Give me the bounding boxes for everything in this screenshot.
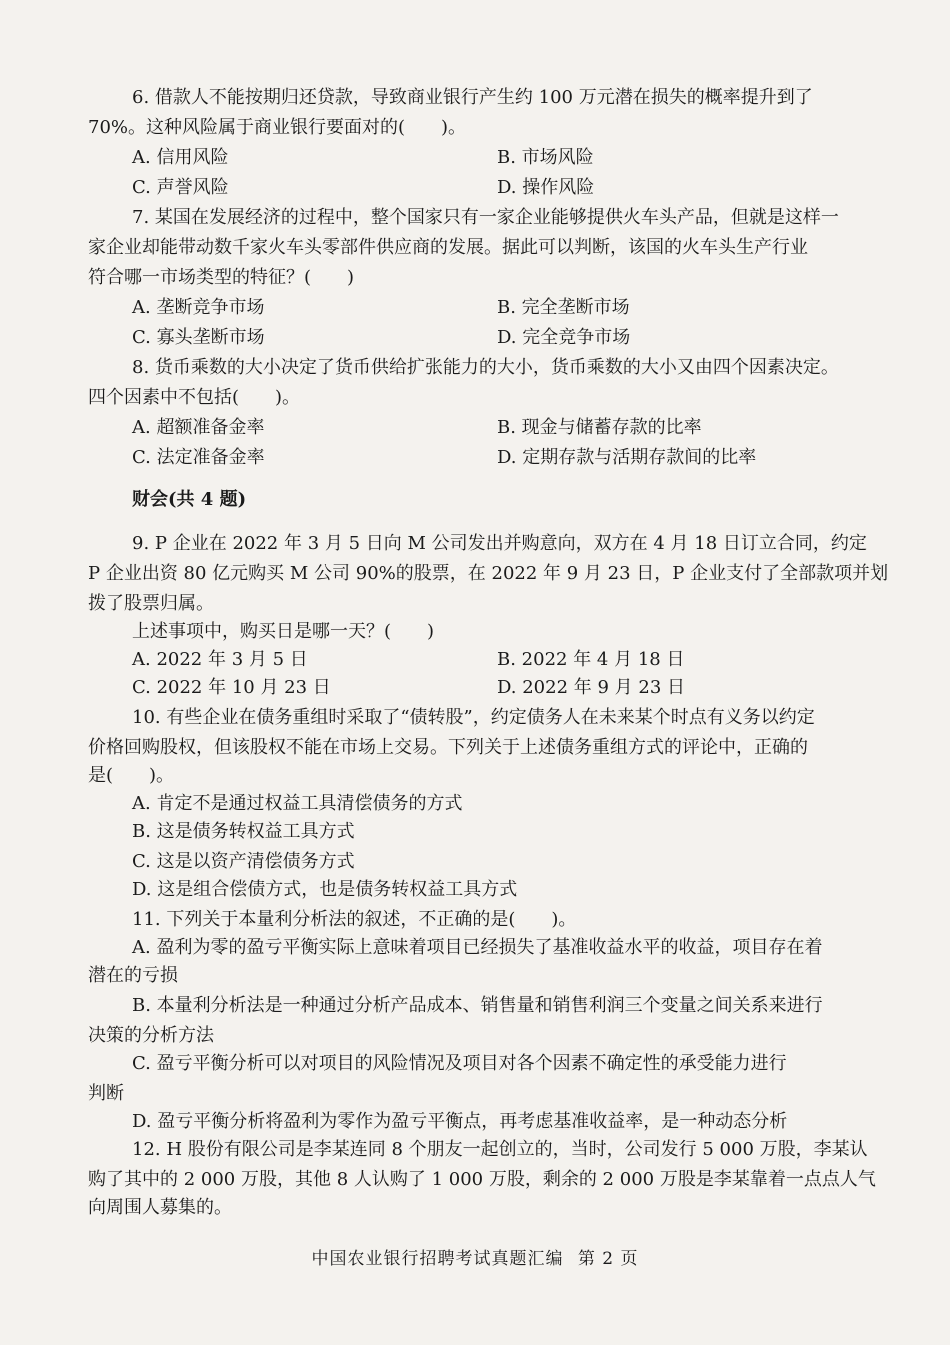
section-heading: 财会(共 4 题) xyxy=(132,489,247,510)
q10-option-d: D. 这是组合偿债方式，也是债务转权益工具方式 xyxy=(132,879,518,900)
q7-option-a: A. 垄断竞争市场 xyxy=(132,297,265,318)
q6-stem-line1: 6. 借款人不能按期归还贷款，导致商业银行产生约 100 万元潜在损失的概率提升到了 xyxy=(132,87,813,108)
q11-option-c-line1: C. 盈亏平衡分析可以对项目的风险情况及项目对各个因素不确定性的承受能力进行 xyxy=(132,1053,787,1074)
footer-page-number: 第 2 页 xyxy=(577,1249,639,1269)
q6-option-a: A. 信用风险 xyxy=(132,147,229,168)
q9-stem-line4: 上述事项中，购买日是哪一天？( ) xyxy=(132,621,435,642)
q12-stem-line3: 向周围人募集的。 xyxy=(88,1197,232,1218)
q11-option-c-line2: 判断 xyxy=(88,1083,124,1104)
q6-stem-line2: 70%。这种风险属于商业银行要面对的( )。 xyxy=(88,117,467,138)
q7-stem-line2: 家企业却能带动数千家火车头零部件供应商的发展。据此可以判断，该国的火车头生产行业 xyxy=(88,237,808,258)
q12-stem-line1: 12. H 股份有限公司是李某连同 8 个朋友一起创立的，当时，公司发行 5 000 万股，李某认 xyxy=(132,1139,868,1160)
q9-option-c: C. 2022 年 10 月 23 日 xyxy=(132,677,331,698)
q11-option-a-line1: A. 盈利为零的盈亏平衡实际上意味着项目已经损失了基准收益水平的收益，项目存在着 xyxy=(132,937,823,958)
q10-stem-line1: 10. 有些企业在债务重组时采取了“债转股”，约定债务人在未来某个时点有义务以约定 xyxy=(132,707,815,728)
q11-option-d: D. 盈亏平衡分析将盈利为零作为盈亏平衡点，再考虑基准收益率，是一种动态分析 xyxy=(132,1111,788,1132)
q10-option-c: C. 这是以资产清偿债务方式 xyxy=(132,851,355,872)
q8-option-c: C. 法定准备金率 xyxy=(132,447,265,468)
q12-stem-line2: 购了其中的 2 000 万股，其他 8 人认购了 1 000 万股，剩余的 2 000 万股是李某靠着一点点人气 xyxy=(88,1169,876,1190)
footer-title: 中国农业银行招聘考试真题汇编 xyxy=(311,1249,564,1269)
q11-stem: 11. 下列关于本量利分析法的叙述，不正确的是( )。 xyxy=(132,909,577,930)
q8-stem-line1: 8. 货币乘数的大小决定了货币供给扩张能力的大小，货币乘数的大小又由四个因素决定。 xyxy=(132,357,839,378)
q7-option-c: C. 寡头垄断市场 xyxy=(132,327,265,348)
q8-option-b: B. 现金与储蓄存款的比率 xyxy=(497,417,702,438)
q10-option-a: A. 肯定不是通过权益工具清偿债务的方式 xyxy=(132,793,463,814)
q9-stem-line3: 拨了股票归属。 xyxy=(88,593,214,614)
q8-option-d: D. 定期存款与活期存款间的比率 xyxy=(497,447,757,468)
q7-option-b: B. 完全垄断市场 xyxy=(497,297,630,318)
q7-stem-line3: 符合哪一市场类型的特征？( ) xyxy=(88,267,355,288)
q10-stem-line2: 价格回购股权，但该股权不能在市场上交易。下列关于上述债务重组方式的评论中，正确的 xyxy=(88,737,808,758)
q8-stem-line2: 四个因素中不包括( )。 xyxy=(88,387,301,408)
q6-option-c: C. 声誉风险 xyxy=(132,177,229,198)
q9-stem-line1: 9. P 企业在 2022 年 3 月 5 日向 M 公司发出并购意向，双方在 4 月 18 日订立合同，约定 xyxy=(132,533,867,554)
q11-option-a-line2: 潜在的亏损 xyxy=(88,965,178,986)
q11-option-b-line2: 决策的分析方法 xyxy=(88,1025,214,1046)
q9-option-b: B. 2022 年 4 月 18 日 xyxy=(497,649,685,670)
q6-option-b: B. 市场风险 xyxy=(497,147,594,168)
q9-option-a: A. 2022 年 3 月 5 日 xyxy=(132,649,308,670)
q8-option-a: A. 超额准备金率 xyxy=(132,417,265,438)
q7-stem-line1: 7. 某国在发展经济的过程中，整个国家只有一家企业能够提供火车头产品，但就是这样一 xyxy=(132,207,839,228)
q10-stem-line3: 是( )。 xyxy=(88,765,175,786)
q7-option-d: D. 完全竞争市场 xyxy=(497,327,631,348)
q10-option-b: B. 这是债务转权益工具方式 xyxy=(132,821,355,842)
page-footer xyxy=(0,1244,950,1269)
q9-option-d: D. 2022 年 9 月 23 日 xyxy=(497,677,686,698)
q9-stem-line2: P 企业出资 80 亿元购买 M 公司 90%的股票，在 2022 年 9 月 23 日，P 企业支付了全部款项并划 xyxy=(88,563,889,584)
q11-option-b-line1: B. 本量利分析法是一种通过分析产品成本、销售量和销售利润三个变量之间关系来进行 xyxy=(132,995,823,1016)
q6-option-d: D. 操作风险 xyxy=(497,177,595,198)
